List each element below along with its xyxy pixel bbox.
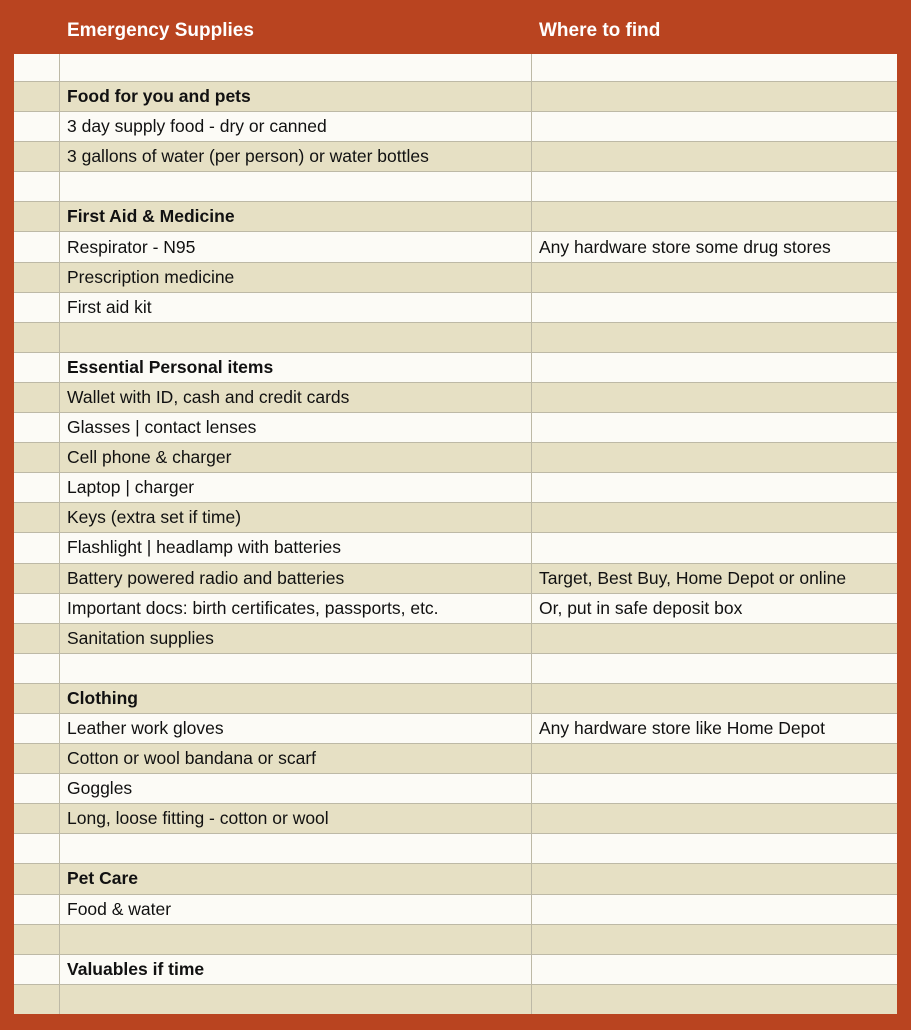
row-checkbox-cell [14,895,60,924]
supply-item-cell: Respirator - N95 [60,232,532,261]
section-heading-cell: Clothing [60,684,532,713]
supply-item-cell: Prescription medicine [60,263,532,292]
table-row [14,773,897,803]
row-checkbox-cell [14,955,60,984]
where-to-find-cell [532,263,897,292]
row-checkbox-cell [14,624,60,653]
table-row [14,593,897,623]
table-row [14,954,897,984]
table-row [14,863,897,893]
table-row [14,623,897,653]
supply-item-cell: Important docs: birth certificates, passports, etc. [60,594,532,623]
row-checkbox-cell [14,353,60,382]
supplies-table [14,54,897,1014]
supply-item-cell [60,654,532,683]
table-row [14,532,897,562]
where-to-find-cell [532,684,897,713]
where-to-find-cell [532,413,897,442]
where-to-find-cell [532,383,897,412]
where-to-find-cell [532,533,897,562]
table-row [14,382,897,412]
table-row [14,201,897,231]
supply-item-cell: Long, loose fitting - cotton or wool [60,804,532,833]
supply-item-cell: Goggles [60,774,532,803]
supply-item-cell: Glasses | contact lenses [60,413,532,442]
table-row [14,833,897,863]
row-checkbox-cell [14,503,60,532]
where-to-find-cell [532,112,897,141]
where-to-find-cell [532,54,897,81]
supply-item-cell [60,985,532,1014]
section-heading-cell: Food for you and pets [60,82,532,111]
header-where-to-find: Where to find [539,20,661,41]
row-checkbox-cell [14,232,60,261]
table-row [14,111,897,141]
table-row [14,984,897,1014]
row-checkbox-cell [14,413,60,442]
row-checkbox-cell [14,323,60,352]
supply-item-cell: Keys (extra set if time) [60,503,532,532]
table-row [14,803,897,833]
where-to-find-cell [532,202,897,231]
table-row [14,713,897,743]
row-checkbox-cell [14,925,60,954]
supply-item-cell: 3 gallons of water (per person) or water bottles [60,142,532,171]
supply-item-cell: Wallet with ID, cash and credit cards [60,383,532,412]
row-checkbox-cell [14,54,60,81]
where-to-find-cell [532,955,897,984]
row-checkbox-cell [14,263,60,292]
row-checkbox-cell [14,564,60,593]
supply-item-cell: Cell phone & charger [60,443,532,472]
row-checkbox-cell [14,293,60,322]
row-checkbox-cell [14,202,60,231]
table-row [14,231,897,261]
table-row [14,442,897,472]
where-to-find-cell [532,323,897,352]
supply-item-cell: Battery powered radio and batteries [60,564,532,593]
where-to-find-cell [532,895,897,924]
table-row [14,563,897,593]
row-checkbox-cell [14,864,60,893]
supply-item-cell [60,925,532,954]
row-checkbox-cell [14,473,60,502]
where-to-find-cell [532,142,897,171]
table-header [14,0,897,54]
supply-item-cell [60,54,532,81]
table-row [14,412,897,442]
where-to-find-cell [532,624,897,653]
row-checkbox-cell [14,112,60,141]
supply-item-cell: Cotton or wool bandana or scarf [60,744,532,773]
table-row [14,894,897,924]
supply-item-cell: Sanitation supplies [60,624,532,653]
row-checkbox-cell [14,594,60,623]
supply-item-cell [60,172,532,201]
where-to-find-cell [532,804,897,833]
where-to-find-cell [532,293,897,322]
supply-item-cell: Flashlight | headlamp with batteries [60,533,532,562]
table-row [14,743,897,773]
supply-item-cell [60,323,532,352]
where-to-find-cell [532,864,897,893]
where-to-find-cell [532,443,897,472]
table-row [14,683,897,713]
supply-item-cell [60,834,532,863]
where-to-find-cell [532,834,897,863]
section-heading-cell: Valuables if time [60,955,532,984]
table-row [14,472,897,502]
where-to-find-cell [532,744,897,773]
row-checkbox-cell [14,834,60,863]
where-to-find-cell [532,925,897,954]
where-to-find-cell [532,654,897,683]
table-row [14,81,897,111]
table-row [14,653,897,683]
supply-item-cell: 3 day supply food - dry or canned [60,112,532,141]
table-row [14,352,897,382]
row-checkbox-cell [14,985,60,1014]
row-checkbox-cell [14,684,60,713]
where-to-find-cell [532,503,897,532]
supply-item-cell: Food & water [60,895,532,924]
where-to-find-cell: Target, Best Buy, Home Depot or online [539,567,847,588]
row-checkbox-cell [14,383,60,412]
where-to-find-cell: Any hardware store some drug stores [539,236,831,257]
header-emergency-supplies: Emergency Supplies [67,20,254,41]
table-row [14,141,897,171]
table-row [14,322,897,352]
table-row [14,54,897,81]
where-to-find-cell [532,985,897,1014]
supply-item-cell: First aid kit [60,293,532,322]
row-checkbox-cell [14,804,60,833]
table-row [14,502,897,532]
row-checkbox-cell [14,533,60,562]
table-row [14,292,897,322]
section-heading-cell: Essential Personal items [60,353,532,382]
row-checkbox-cell [14,443,60,472]
table-row [14,171,897,201]
row-checkbox-cell [14,744,60,773]
where-to-find-cell [532,82,897,111]
row-checkbox-cell [14,172,60,201]
where-to-find-cell: Any hardware store like Home Depot [539,718,825,739]
where-to-find-cell: Or, put in safe deposit box [539,597,743,618]
row-checkbox-cell [14,82,60,111]
table-row [14,262,897,292]
section-heading-cell: Pet Care [60,864,532,893]
supply-item-cell: Laptop | charger [60,473,532,502]
row-checkbox-cell [14,774,60,803]
where-to-find-cell [532,353,897,382]
where-to-find-cell [532,172,897,201]
where-to-find-cell [532,774,897,803]
row-checkbox-cell [14,654,60,683]
row-checkbox-cell [14,142,60,171]
row-checkbox-cell [14,714,60,743]
where-to-find-cell [532,473,897,502]
section-heading-cell: First Aid & Medicine [60,202,532,231]
supply-item-cell: Leather work gloves [60,714,532,743]
table-row [14,924,897,954]
